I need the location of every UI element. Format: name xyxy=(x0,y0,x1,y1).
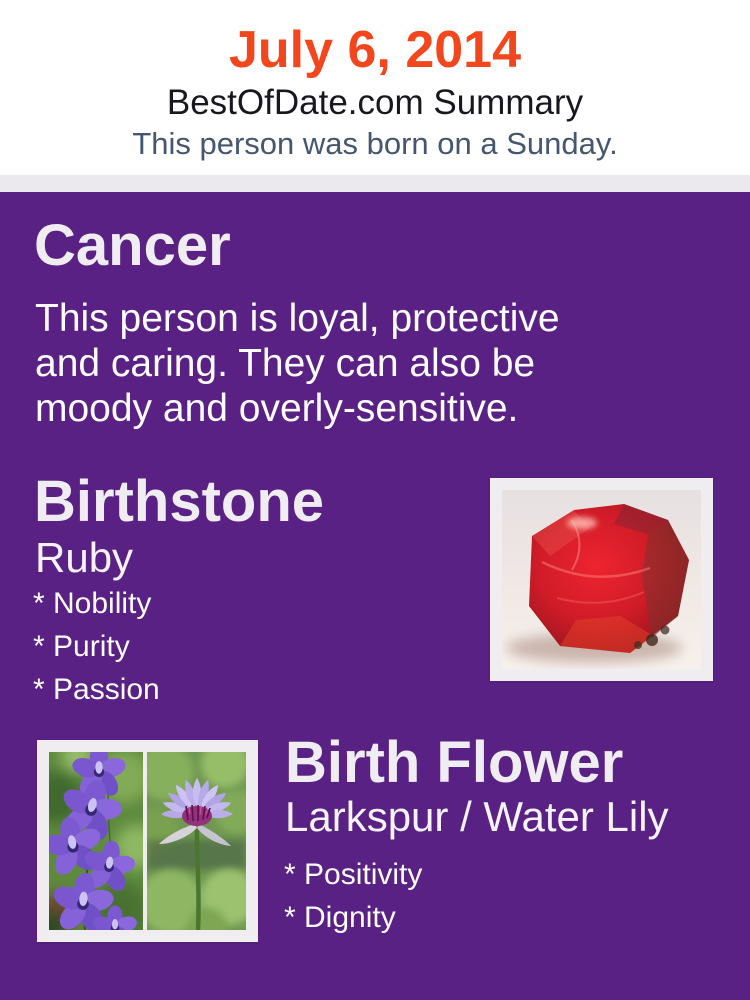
day-of-week-note: This person was born on a Sunday. xyxy=(132,126,618,161)
ruby-gemstone-illustration xyxy=(502,490,701,669)
site-summary-title: BestOfDate.com Summary xyxy=(166,83,584,122)
birth-flower-photo-card xyxy=(37,740,258,942)
header-divider xyxy=(0,175,750,192)
birthstone-trait: * Passion xyxy=(33,673,160,706)
birth-flower-name: Larkspur / Water Lily xyxy=(285,793,669,840)
water-lily-image xyxy=(147,752,246,930)
zodiac-sign-title: Cancer xyxy=(34,213,231,278)
birthstone-heading: Birthstone xyxy=(34,469,324,534)
zodiac-description-line: moody and overly-sensitive. xyxy=(35,387,519,430)
birthstone-trait: * Nobility xyxy=(33,587,152,620)
ruby-photo-card xyxy=(490,478,713,681)
birth-flower-traits xyxy=(284,860,422,946)
birth-flower-heading: Birth Flower xyxy=(285,730,624,795)
birth-flower-trait: * Positivity xyxy=(284,858,423,891)
page-title-date: July 6, 2014 xyxy=(229,21,521,79)
birthstone-trait: * Purity xyxy=(33,630,130,663)
zodiac-description xyxy=(35,296,560,431)
zodiac-description-line: This person is loyal, protective xyxy=(35,297,560,340)
ruby-image xyxy=(502,490,701,669)
zodiac-description-line: and caring. They can also be xyxy=(35,342,536,385)
birthstone-traits xyxy=(33,589,160,718)
birthstone-name: Ruby xyxy=(35,534,134,581)
birth-flower-trait: * Dignity xyxy=(284,901,396,934)
purple-content-section xyxy=(0,192,750,1000)
larkspur-image xyxy=(49,752,143,930)
